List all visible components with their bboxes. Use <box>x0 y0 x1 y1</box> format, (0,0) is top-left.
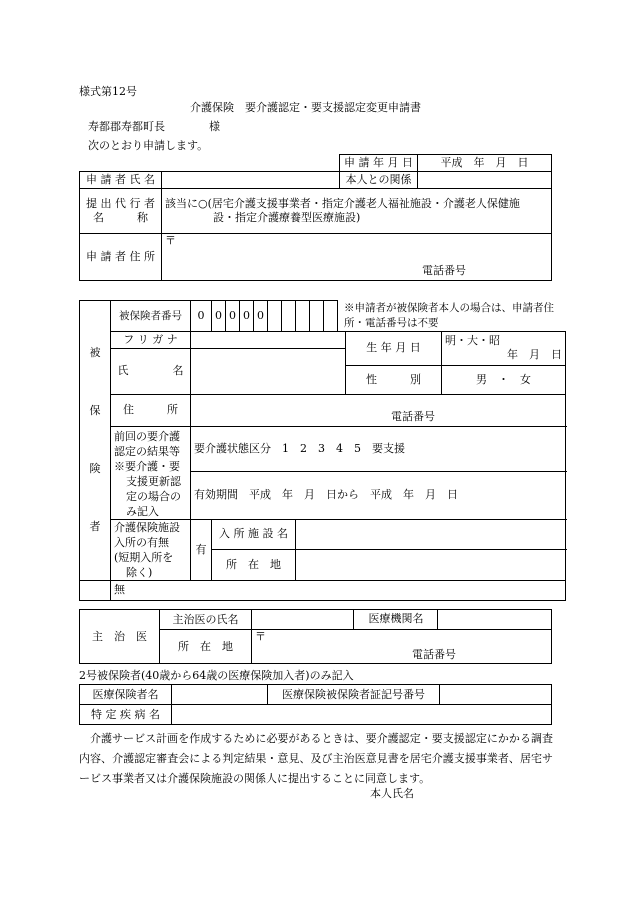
insured-table <box>79 300 566 601</box>
sex-field[interactable]: 男 ・ 女 <box>442 365 566 394</box>
insured-number-digit[interactable]: 0 <box>254 301 268 332</box>
apply-date-label: 申 請 年 月 日 <box>340 155 418 172</box>
insured-number-digit[interactable] <box>282 301 296 332</box>
furigana-label: フ リ ガ ナ <box>111 331 191 348</box>
insured-number-digit[interactable]: 0 <box>240 301 254 332</box>
doctor-table <box>79 609 552 664</box>
insured-section-label: 被 保 険 者 <box>80 301 111 581</box>
birth-field[interactable]: 明・大・昭 年 月 日 <box>442 331 566 365</box>
applicant-table <box>79 154 552 281</box>
facility-yes[interactable]: 有 <box>191 519 212 580</box>
medical-card-label: 医療保険被保険者証記号番号 <box>268 685 440 705</box>
form-number: 様式第12号 <box>79 85 137 98</box>
consent-text: 介護サービス計画を作成するために必要があるときは、要介護認定・要支援認定にかかる調査内容、介護認定審査会による判定結果・意見、及び主治医意見書を居宅介護支援事業者、居宅サービス事業者又は介護保険施設の関係人に提出することに同意します。 <box>79 732 553 785</box>
postal-mark: 〒 <box>165 234 176 247</box>
facility-name-label: 入 所 施 設 名 <box>212 519 296 550</box>
name-field[interactable] <box>191 348 346 394</box>
type2-note: 2号被保険者(40歳から64歳の医療保険加入者)のみ記入 <box>79 669 354 682</box>
doctor-phone-label: 電話番号 <box>412 648 456 661</box>
disease-label: 特 定 疾 病 名 <box>80 705 172 725</box>
doctor-name-field[interactable] <box>252 610 438 630</box>
insured-number-digit[interactable]: 0 <box>212 301 226 332</box>
medical-table <box>79 684 552 725</box>
relation-label: 本人との関係 <box>340 172 418 189</box>
insured-number-digit[interactable]: 0 <box>226 301 240 332</box>
address-field[interactable] <box>191 394 566 426</box>
addressee: 寿都郡寿都町長 様 <box>88 120 220 133</box>
sex-label: 性 別 <box>346 365 442 394</box>
doctor-section-label: 主 治 医 <box>80 610 160 664</box>
insured-number-label: 被保険者番号 <box>111 301 191 332</box>
applicant-name-field[interactable] <box>162 172 340 189</box>
insured-note: ※申請者が被保険者本人の場合は、申請者住所・電話番号は不要 <box>338 301 566 332</box>
facility-location-label: 所 在 地 <box>212 550 296 581</box>
facility-name-field[interactable] <box>296 519 566 550</box>
name-label: 氏 名 <box>111 348 191 394</box>
furigana-field[interactable] <box>191 331 346 348</box>
disease-field[interactable] <box>172 705 552 725</box>
doctor-location-field[interactable] <box>252 630 552 664</box>
medical-card-field[interactable] <box>440 685 552 705</box>
insured-number-digit[interactable]: 0 <box>191 301 212 332</box>
applicant-address-label: 申 請 者 住 所 <box>80 234 162 281</box>
agent-label: 提 出 代 行 者 名 称 <box>80 189 162 234</box>
facility-label-spacer <box>80 580 111 600</box>
form-title: 介護保険 要介護認定・要支援認定変更申請書 <box>190 101 421 114</box>
agent-field[interactable]: 該当に○(居宅介護支援事業者・指定介護老人福祉施設・介護老人保健施 設・指定介護療養型医療施設) <box>162 189 552 234</box>
institution-label: 医療機関名 <box>353 609 438 630</box>
applicant-address-field[interactable] <box>162 234 552 281</box>
applicant-name-label: 申 請 者 氏 名 <box>80 172 162 189</box>
applicant-phone-label: 電話番号 <box>422 264 466 277</box>
address-label: 住 所 <box>111 394 191 426</box>
address-phone-label: 電話番号 <box>391 409 435 423</box>
insured-number-digit[interactable] <box>324 301 338 332</box>
insured-number-digit[interactable] <box>268 301 282 332</box>
birth-label: 生 年 月 日 <box>346 331 442 365</box>
institution-field[interactable] <box>438 610 552 630</box>
doctor-postal-mark: 〒 <box>255 630 266 643</box>
facility-location-field[interactable] <box>296 550 566 581</box>
valid-period-field[interactable]: 有効期間 平成 年 月 日から 平成 年 月 日 <box>191 471 566 519</box>
medical-insurer-field[interactable] <box>172 685 268 705</box>
signature-label: 本人氏名 <box>370 787 414 800</box>
apply-date-value[interactable]: 平成 年 月 日 <box>418 155 552 172</box>
insured-number-digit[interactable] <box>310 301 324 332</box>
insured-number-digit[interactable] <box>296 301 310 332</box>
facility-no[interactable]: 無 <box>111 580 566 600</box>
medical-insurer-label: 医療保険者名 <box>80 685 172 705</box>
facility-label: 介護保険施設 入所の有無 (短期入所を 除く) <box>111 519 191 580</box>
doctor-name-label: 主治医の氏名 <box>160 610 252 630</box>
doctor-location-label: 所 在 地 <box>160 630 252 664</box>
care-level-field[interactable]: 要介護状態区分 1 2 3 4 5 要支援 <box>191 426 566 471</box>
prev-result-label: 前回の要介護 認定の結果等 ※要介護・要 支援更新認 定の場合の み記入 <box>111 426 191 519</box>
intro-text: 次のとおり申請します。 <box>88 139 209 152</box>
relation-field[interactable] <box>418 172 552 189</box>
